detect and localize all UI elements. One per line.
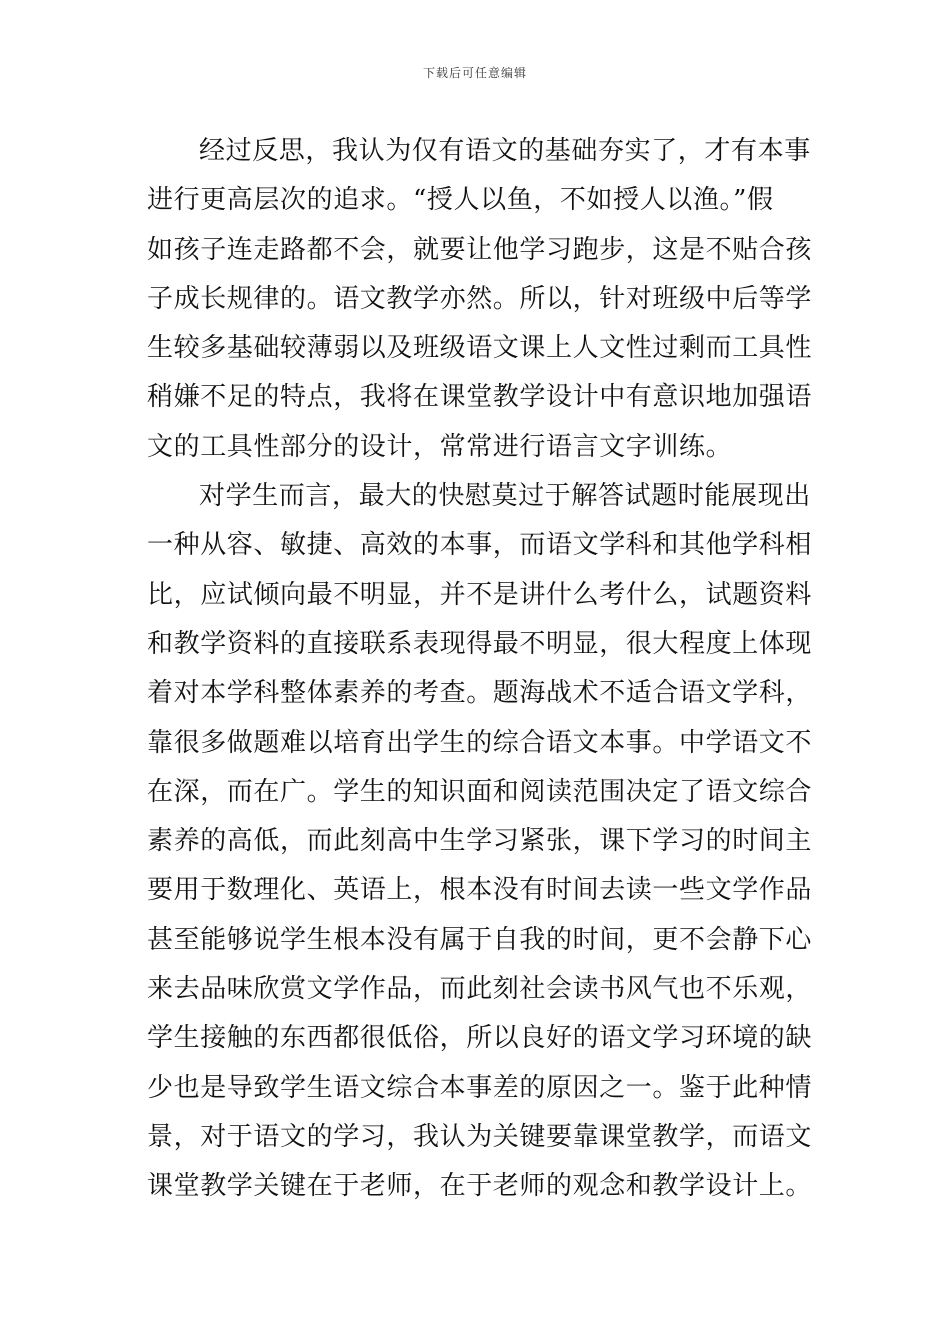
paragraph-line: 子成长规律的。语文教学亦然。所以，针对班级中后等学 xyxy=(147,283,813,314)
paragraph-line: 进行更高层次的追求。“授人以鱼，不如授人以渔。”假 xyxy=(147,185,774,216)
paragraph-line: 对学生而言，最大的快慰莫过于解答试题时能展现出 xyxy=(199,481,811,512)
paragraph-line: 生较多基础较薄弱以及班级语文课上人文性过剩而工具性 xyxy=(147,333,813,364)
paragraph-line: 文的工具性部分的设计，常常进行语言文字训练。 xyxy=(147,431,733,462)
paragraph-line: 比，应试倾向最不明显，并不是讲什么考什么，试题资料 xyxy=(147,579,813,610)
document-body xyxy=(147,127,817,1212)
paragraph-line: 来去品味欣赏文学作品，而此刻社会读书风气也不乐观， xyxy=(147,974,813,1005)
paragraph-line: 在深，而在广。学生的知识面和阅读范围决定了语文综合 xyxy=(147,776,813,807)
paragraph-line: 和教学资料的直接联系表现得最不明显，很大程度上体现 xyxy=(147,628,813,659)
paragraph-line: 着对本学科整体素养的考查。题海战术不适合语文学科， xyxy=(147,678,813,709)
paragraph-line: 少也是导致学生语文综合本事差的原因之一。鉴于此种情 xyxy=(147,1072,813,1103)
paragraph-line: 学生接触的东西都很低俗，所以良好的语文学习环境的缺 xyxy=(147,1023,813,1054)
paragraph-line: 甚至能够说学生根本没有属于自我的时间，更不会静下心 xyxy=(147,924,813,955)
page-header: 下载后可任意编辑 xyxy=(422,66,527,80)
paragraph-line: 靠很多做题难以培育出学生的综合语文本事。中学语文不 xyxy=(147,727,813,758)
paragraph-line: 要用于数理化、英语上，根本没有时间去读一些文学作品 xyxy=(147,875,813,906)
paragraph-line: 稍嫌不足的特点，我将在课堂教学设计中有意识地加强语 xyxy=(147,382,813,413)
paragraph-line: 课堂教学关键在于老师，在于老师的观念和教学设计上。 xyxy=(147,1171,813,1202)
paragraph-line: 经过反思，我认为仅有语文的基础夯实了，才有本事 xyxy=(199,136,811,166)
paragraph-line: 一种从容、敏捷、高效的本事，而语文学科和其他学科相 xyxy=(147,530,813,561)
paragraph-line: 如孩子连走路都不会，就要让他学习跑步，这是不贴合孩 xyxy=(147,234,813,265)
paragraph-line: 素养的高低，而此刻高中生学习紧张，课下学习的时间主 xyxy=(147,826,813,857)
paragraph-line: 景，对于语文的学习，我认为关键要靠课堂教学，而语文 xyxy=(147,1121,813,1152)
paragraph-1 xyxy=(147,127,817,472)
paragraph-2 xyxy=(147,472,817,1211)
